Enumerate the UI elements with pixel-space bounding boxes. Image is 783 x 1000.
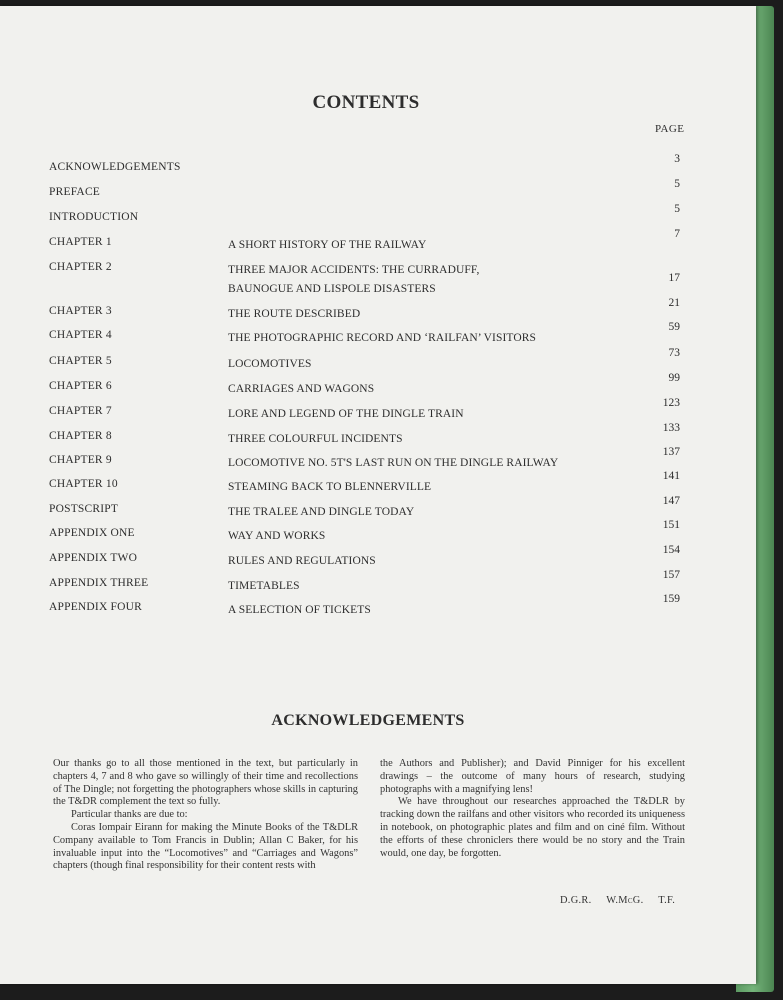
toc-entry-page: 123: [662, 397, 680, 409]
toc-entry-page: 5: [674, 203, 680, 215]
toc-entry-page: 73: [668, 347, 680, 359]
toc-entry-title: [228, 355, 312, 374]
toc-entry-page: 147: [662, 495, 680, 507]
toc-entry-title-line: STEAMING BACK TO BLENNERVILLE: [228, 481, 432, 493]
toc-entry-page: 141: [662, 470, 680, 482]
toc-entry-title-line: THREE MAJOR ACCIDENTS: THE CURRADUFF,: [228, 264, 480, 276]
toc-entry-label: CHAPTER 6: [49, 380, 112, 392]
toc-entry-title: [228, 305, 360, 324]
toc-entry-label: CHAPTER 2: [49, 261, 112, 273]
toc-entry-title-line: TIMETABLES: [228, 580, 300, 592]
toc-entry-label: CHAPTER 7: [49, 405, 112, 417]
toc-entry-title: [228, 454, 558, 473]
toc-entry-label: APPENDIX FOUR: [49, 601, 143, 613]
toc-entry-title: [228, 527, 325, 546]
toc-entry-title-line: LORE AND LEGEND OF THE DINGLE TRAIN: [228, 408, 464, 420]
acknowledgements-right-column: [380, 758, 685, 860]
toc-entry-page: 5: [674, 178, 680, 190]
page-column-header: PAGE: [655, 123, 685, 135]
toc-entry-page: 59: [668, 321, 680, 333]
toc-entry-title: [228, 405, 464, 424]
toc-entry-page: 3: [674, 153, 680, 165]
ack-paragraph: the Authors and Publisher); and David Pinniger for his excellent drawings – the outcome of many hours of research, studying photographs with a magnifying lens!: [380, 758, 685, 795]
table-of-contents: [0, 6, 756, 626]
acknowledgements-left-column: [53, 758, 358, 873]
toc-entry-label: CHAPTER 4: [49, 329, 112, 341]
toc-entry-page: 133: [662, 422, 680, 434]
toc-entry-label: PREFACE: [49, 186, 101, 198]
toc-entry-title: [228, 577, 300, 596]
toc-entry-title: [228, 380, 374, 399]
toc-entry-title: [228, 478, 431, 497]
toc-entry-page: 137: [662, 446, 680, 458]
toc-entry-title: [228, 329, 536, 348]
toc-entry-label: CHAPTER 10: [49, 478, 118, 490]
toc-entry-label: ACKNOWLEDGEMENTS: [49, 161, 181, 173]
ack-paragraph: Particular thanks are due to:: [71, 809, 188, 821]
toc-entry-title: [228, 601, 371, 620]
toc-entry-title-line: THE PHOTOGRAPHIC RECORD AND ‘RAILFAN’ VISITORS: [228, 332, 536, 344]
toc-entry-title-line: BAUNOGUE AND LISPOLE DISASTERS: [228, 283, 436, 295]
toc-entry-title: [228, 503, 414, 522]
toc-entry-title-line: LOCOMOTIVES: [228, 358, 312, 370]
toc-entry-title-line: CARRIAGES AND WAGONS: [228, 383, 375, 395]
toc-entry-label: APPENDIX TWO: [49, 552, 138, 564]
toc-entry-label: CHAPTER 1: [49, 236, 112, 248]
acknowledgements-title: ACKNOWLEDGEMENTS: [271, 712, 465, 729]
toc-entry-title: [228, 430, 403, 449]
toc-entry-page: 99: [668, 372, 680, 384]
toc-entry-page: 154: [662, 544, 680, 556]
toc-entry-title-line: A SHORT HISTORY OF THE RAILWAY: [228, 239, 427, 251]
toc-entry-label: CHAPTER 3: [49, 305, 112, 317]
ack-paragraph: Our thanks go to all those mentioned in the text, but particularly in chapters 4, 7 and 8 who gave so willingly of their time and recollections of The Dingle; not forgetting the photographers whose skills in capturing the T&DR complement the text so fully.: [53, 758, 358, 808]
ack-paragraph: Coras Iompair Eirann for making the Minute Books of the T&DLR Company available to Tom Francis in Dublin; Allan C Baker, for his invaluable input into the “Locomotives” and “Carriages and Wagons” chapters (though final responsibility for their content rests with: [53, 821, 358, 872]
contents-title: CONTENTS: [312, 92, 420, 113]
toc-entry-title-line: THREE COLOURFUL INCIDENTS: [228, 433, 403, 445]
authors-signature: D.G.R. W.McG. T.F.: [560, 895, 676, 906]
toc-entry-label: APPENDIX THREE: [49, 577, 149, 589]
toc-entry-title: [228, 552, 376, 571]
toc-entry-title-line: THE ROUTE DESCRIBED: [228, 308, 361, 320]
ack-paragraph: We have throughout our researches approached the T&DLR by tracking down the railfans and other visitors who recorded its uniqueness in notebook, on photographic plates and film and on ciné film. Without the efforts of these chroniclers there would be no story and the Train would, one day, be forgotten.: [380, 796, 685, 859]
toc-entry-label: INTRODUCTION: [49, 211, 139, 223]
toc-entry-label: POSTSCRIPT: [49, 503, 119, 515]
toc-entry-label: CHAPTER 5: [49, 355, 112, 367]
toc-entry-title-line: WAY AND WORKS: [228, 530, 326, 542]
toc-entry-page: 151: [662, 519, 680, 531]
book-page: [0, 6, 756, 984]
toc-entry-label: APPENDIX ONE: [49, 527, 135, 539]
toc-entry-title-line: THE TRALEE AND DINGLE TODAY: [228, 506, 415, 518]
toc-entry-title-line: RULES AND REGULATIONS: [228, 555, 376, 567]
toc-entry-page: 159: [662, 593, 680, 605]
toc-entry-title-line: LOCOMOTIVE NO. 5T'S LAST RUN ON THE DINGLE RAILWAY: [228, 457, 559, 469]
toc-entry-page: 7: [674, 228, 680, 240]
toc-entry-title: [228, 236, 426, 255]
toc-entry-title: [228, 261, 479, 299]
toc-entry-page: 157: [662, 569, 680, 581]
toc-entry-title-line: A SELECTION OF TICKETS: [228, 604, 371, 616]
toc-entry-label: CHAPTER 9: [49, 454, 112, 466]
toc-entry-page: 21: [668, 297, 680, 309]
toc-entry-label: CHAPTER 8: [49, 430, 112, 442]
toc-entry-page: 17: [668, 272, 680, 284]
